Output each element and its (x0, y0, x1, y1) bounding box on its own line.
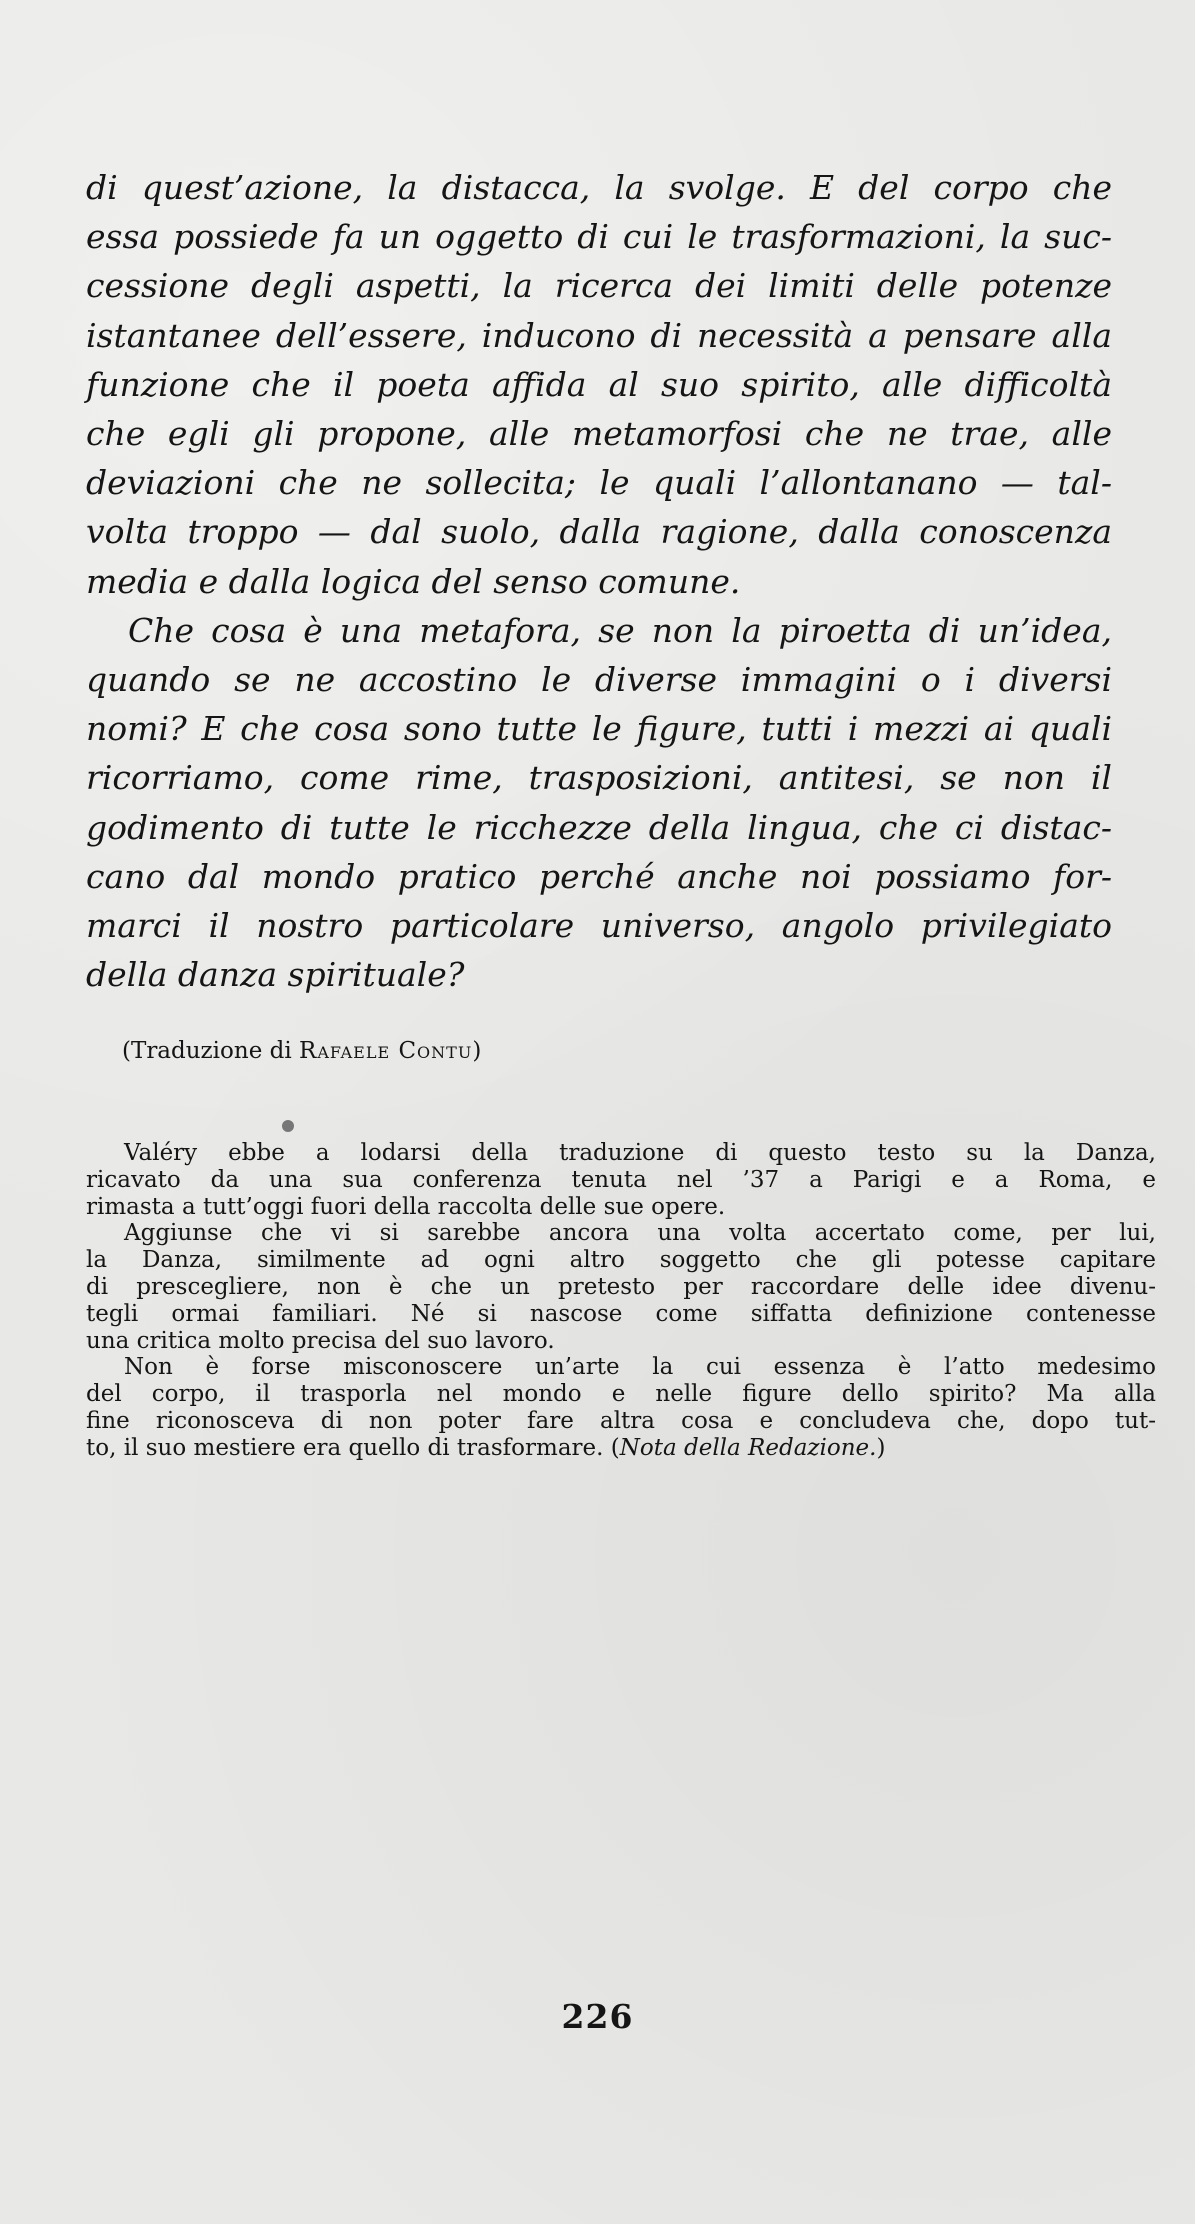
main-text-line: media e dalla logica del senso comune. (86, 561, 741, 601)
note-last-line (86, 1435, 1156, 1462)
main-text-line: ricorriamo, come rime, trasposizioni, antitesi, se non il (86, 758, 1112, 798)
note-line: ricavato da una sua conferenza tenuta nel ’37 a Parigi e a Roma, e (86, 1166, 1156, 1193)
main-text-line: di quest’azione, la distacca, la svolge. E del corpo che (86, 168, 1112, 207)
translation-credit-suffix: ) (472, 1038, 482, 1064)
note-line: la Danza, similmente ad ogni altro soggetto che gli potesse capitare (86, 1247, 1156, 1274)
note-line: una critica molto precisa del suo lavoro. (86, 1327, 555, 1354)
note-line: del corpo, il trasporla nel mondo e nelle figure dello spirito? Ma alla (86, 1381, 1156, 1408)
page-number: 226 (561, 1997, 634, 2036)
main-text-line: marci il nostro particolare universo, angolo privilegiato (86, 906, 1112, 946)
note-signature: Nota della Redazione. (619, 1434, 877, 1461)
note-line: fine riconosceva di non poter fare altra cosa e concludeva che, dopo tut- (86, 1407, 1156, 1434)
main-text-line: quando se ne accostino le diverse immagini o i diversi (86, 660, 1112, 700)
note-line: Non è forse misconoscere un’arte la cui essenza è l’atto medesimo (124, 1354, 1156, 1381)
main-text-line: essa possiede fa un oggetto di cui le trasformazioni, la suc- (86, 217, 1112, 257)
ornament-dot-icon (282, 1120, 294, 1132)
translator-name: Rafaele Contu (299, 1038, 473, 1064)
main-text-line: deviazioni che ne sollecita; le quali l’allontanano — tal- (86, 463, 1112, 503)
note-line-text: to, il suo mestiere era quello di trasformare. (86, 1434, 604, 1461)
note-signature-open: ( (603, 1434, 620, 1461)
main-text-line: Che cosa è una metafora, se non la piroetta di un’idea, (128, 610, 1112, 650)
main-text-line: cano dal mondo pratico perché anche noi possiamo for- (86, 856, 1112, 896)
main-text-line: della danza spirituale? (86, 955, 465, 995)
main-text-line: godimento di tutte le ricchezze della lingua, che ci distac- (86, 807, 1112, 847)
main-text-line: che egli gli propone, alle metamorfosi che ne trae, alle (86, 414, 1112, 454)
note-line: di prescegliere, non è che un pretesto per raccordare delle idee divenu- (86, 1273, 1156, 1300)
note-signature-close: ) (876, 1434, 886, 1461)
note-line: tegli ormai familiari. Né si nascose come siffatta definizione contenesse (86, 1300, 1156, 1327)
main-text-line: nomi? E che cosa sono tutte le figure, tutti i mezzi ai quali (86, 709, 1112, 749)
translation-credit-prefix: (Traduzione di (122, 1038, 300, 1064)
main-text-line: funzione che il poeta affida al suo spirito, alle difficoltà (86, 364, 1112, 404)
note-line: Valéry ebbe a lodarsi della traduzione di questo testo su la Danza, (124, 1140, 1156, 1166)
main-text-line: volta troppo — dal suolo, dalla ragione, dalla conoscenza (86, 512, 1112, 552)
note-line: Aggiunse che vi si sarebbe ancora una volta accertato come, per lui, (124, 1220, 1156, 1247)
editorial-note (86, 1140, 1156, 1462)
translation-credit (122, 1036, 481, 1066)
main-text (86, 163, 1112, 999)
main-text-line: cessione degli aspetti, la ricerca dei limiti delle potenze (86, 266, 1112, 306)
main-text-line: istantanee dell’essere, inducono di necessità a pensare alla (86, 315, 1112, 355)
note-line: rimasta a tutt’oggi fuori della raccolta delle sue opere. (86, 1193, 726, 1220)
